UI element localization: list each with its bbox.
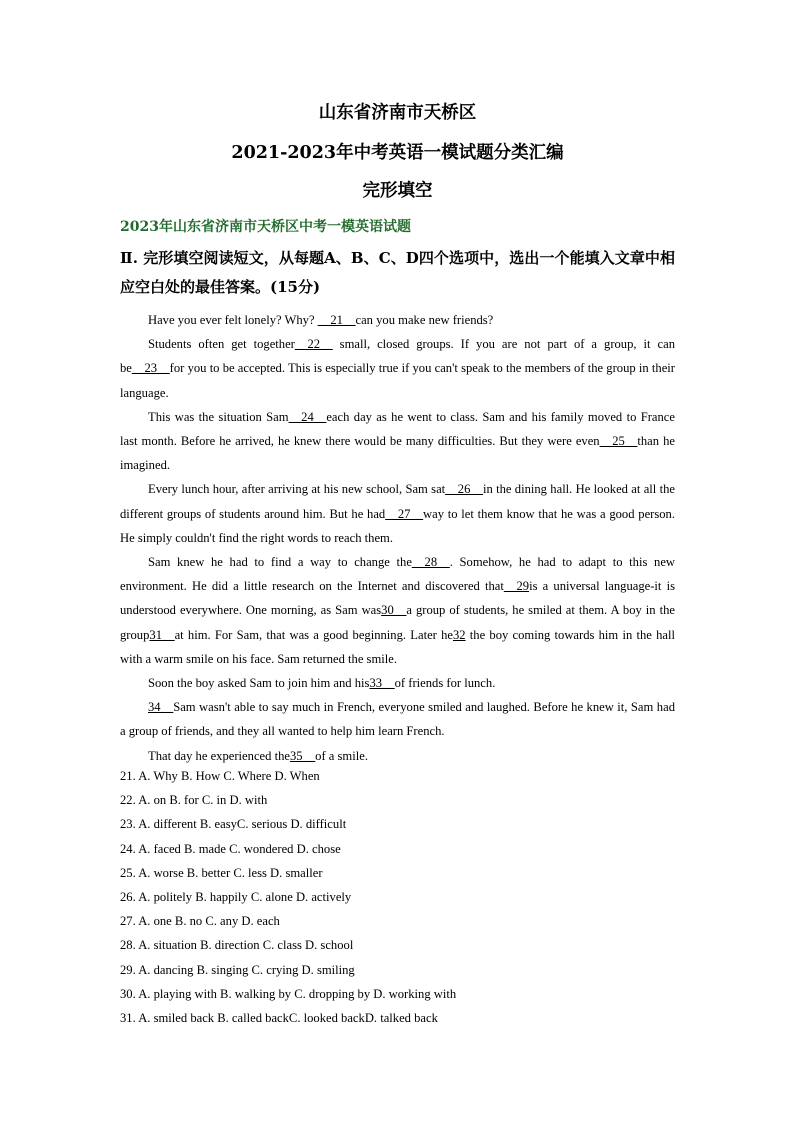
blank-32: 32 (452, 627, 466, 642)
paragraph-6: Soon the boy asked Sam to join him and his33__of friends for lunch. (148, 676, 496, 691)
blank-24: __24__ (288, 409, 327, 424)
blank-35: 35__ (289, 748, 316, 763)
option-line-27: 27. A. one B. no C. any D. each (120, 914, 280, 929)
paragraph-5: Sam knew he had to find a way to change the__28__. Somehow, he had to adapt to this new environment. He did a little research on the Internet and discovered that__29is a universal language-it is understood everywhere. One morning, as Sam was30__a group of students, he smiled at them. A boy in the group31__at him. For Sam, that was a good beginning. Later he32 the boy coming towards him in the hall with a warm smile on his face. Sam returned the smile. (120, 555, 676, 666)
title-region: 山东省济南市天桥区 (318, 103, 477, 123)
paragraph-2: Students often get together__22__ small, closed groups. If you are not part of a group, it can be__23__for you to be accepted. This is especially true if you can't speak to the members of the group in their language. (120, 337, 676, 400)
paragraph-1: Have you ever felt lonely? Why? __21__can you make new friends? (148, 313, 494, 327)
blank-23: __23__ (131, 361, 170, 376)
blank-31: 31__ (149, 627, 175, 642)
option-line-24: 24. A. faced B. made C. wondered D. chose (120, 841, 341, 856)
option-line-29: 29. A. dancing B. singing C. crying D. smiling (120, 962, 355, 977)
option-line-25: 25. A. worse B. better C. less D. smaller (120, 865, 323, 880)
option-line-22: 22. A. on B. for C. in D. with (120, 793, 268, 808)
option-line-26: 26. A. politely B. happily C. alone D. actively (120, 890, 352, 905)
title-collection: 2021-2023年中考英语一模试题分类汇编 (231, 143, 564, 163)
option-line-23: 23. A. different B. easyC. serious D. difficult (120, 817, 347, 832)
blank-34: 34__ (148, 700, 174, 715)
option-line-31: 31. A. smiled back B. called backC. looked backD. talked back (120, 1011, 438, 1026)
option-line-21: 21. A. Why B. How C. Where D. When (120, 769, 320, 783)
blank-21: __21__ (317, 313, 356, 327)
option-line-28: 28. A. situation B. direction C. class D. school (120, 938, 354, 953)
title-topic: 完形填空 (362, 181, 433, 201)
cloze-passage (120, 308, 675, 768)
blank-27: __27__ (385, 506, 424, 521)
instructions: Ⅱ. 完形填空阅读短文，从每题A、B、C、D四个选项中，选出一个能填入文章中相应空白处的最佳答案。(15分) (120, 249, 675, 296)
blank-30: 30__ (381, 603, 407, 618)
paragraph-4: Every lunch hour, after arriving at his new school, Sam sat__26__in the dining hall. He looked at all the different groups of students around him. But he had__27__way to let them know that he was a good person. He simply couldn't find the right words to reach them. (120, 482, 676, 545)
blank-28: __28__ (411, 555, 450, 570)
answer-options (120, 764, 675, 1030)
blank-33: 33__ (369, 676, 395, 691)
paragraph-8: That day he experienced the35__of a smile. (148, 748, 368, 763)
option-line-30: 30. A. playing with B. walking by C. dropping by D. working with (120, 986, 457, 1001)
section-heading: 2023年山东省济南市天桥区中考一模英语试题 (120, 219, 411, 235)
blank-26: __26__ (445, 482, 483, 497)
blank-25: __25__ (599, 434, 638, 449)
blank-22: __22__ (294, 337, 333, 352)
blank-29: __29 (503, 579, 530, 594)
paragraph-3: This was the situation Sam__24__each day as he went to class. Sam and his family moved to France last month. Before he arrived, he knew there would be many difficulties. But they were even__25__than he imagined. (120, 409, 675, 473)
paragraph-7: 34__Sam wasn't able to say much in French, everyone smiled and laughed. Before he knew it, Sam had a group of friends, and they all wanted to help him learn French. (120, 700, 675, 739)
